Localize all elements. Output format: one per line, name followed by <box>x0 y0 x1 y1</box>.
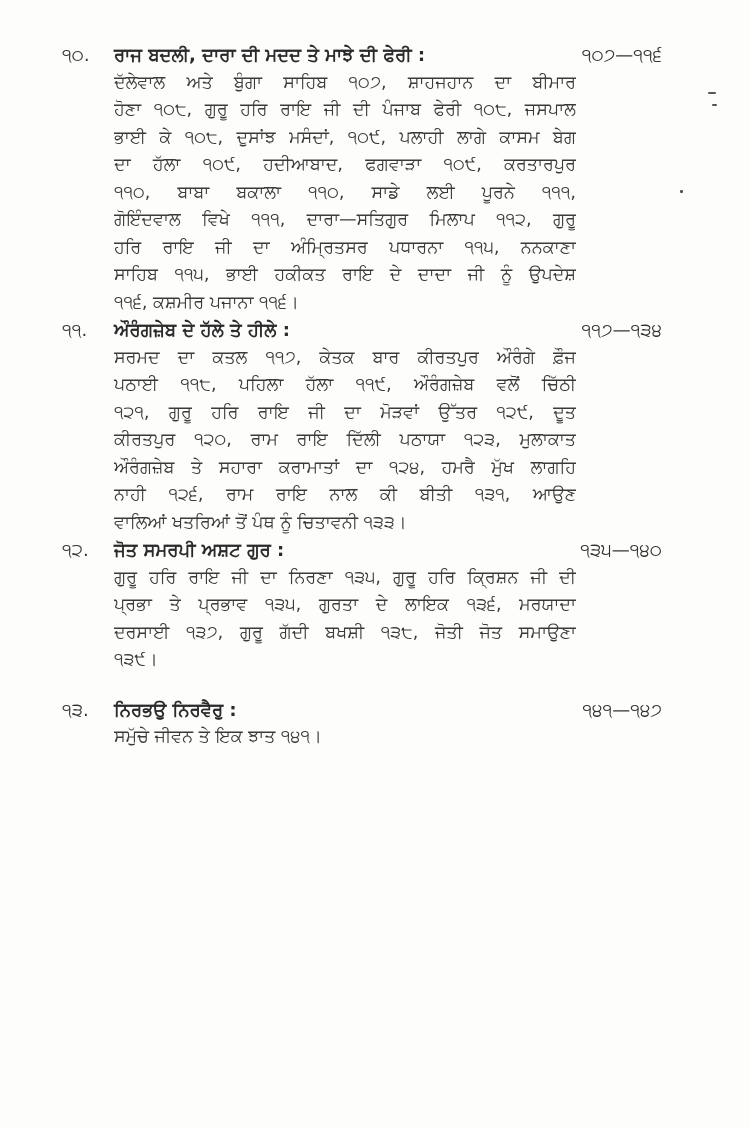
summary-line: ਗੋਇੰਦਵਾਲ ਵਿਖੇ ੧੧੧, ਦਾਰਾ—ਸਤਿਗੁਰ ਮਿਲਾਪ ੧੧੨, ਗੁਰੂ <box>114 210 576 230</box>
toc-section <box>62 537 662 675</box>
section-title: ਜੋਤ ਸਮਰਪੀ ਅਸ਼ਟ ਗੁਰ : <box>114 540 285 561</box>
page-range: ੧੧੭—੧੩੪ <box>581 320 662 341</box>
section-number: ੧੨. <box>62 540 89 561</box>
summary-line: ਕੀਰਤਪੁਰ ੧੨੦, ਰਾਮ ਰਾਇ ਦਿੱਲੀ ਪਠਾਯਾ ੧੨੩, ਮੁਲਾਕਾਤ <box>114 430 576 450</box>
summary-line: ਹੋਣਾ ੧੦੮, ਗੁਰੂ ਹਰਿ ਰਾਇ ਜੀ ਦੀ ਪੰਜਾਬ ਫੇਰੀ ੧੦੮, ਜਸਪਾਲ <box>114 100 576 120</box>
summary-line: ੧੧੦, ਬਾਬਾ ਬਕਾਲਾ ੧੧੦, ਸਾਡੇ ਲਈ ਪੂਰਨੇ ੧੧੧, <box>114 182 576 203</box>
summary-line: ਗੁਰੂ ਹਰਿ ਰਾਇ ਜੀ ਦਾ ਨਿਰਣਾ ੧੩੫, ਗੁਰੂ ਹਰਿ ਕ੍ਰਿਸ਼ਨ ਜੀ ਦੀ <box>114 567 576 588</box>
section-heading <box>62 42 662 70</box>
toc-section <box>62 697 662 752</box>
summary-line: ਨਾਹੀ ੧੨੬, ਰਾਮ ਰਾਇ ਨਾਲ ਕੀ ਬੀਤੀ ੧੩੧, ਆਉਣ <box>114 485 576 505</box>
summary-line: ੧੩੯। <box>114 650 158 670</box>
summary-line: ਪ੍ਰਭਾ ਤੇ ਪ੍ਰਭਾਵ ੧੩੫, ਗੁਰਤਾ ਦੇ ਲਾਇਕ ੧੩੬, ਮਰਯਾਦਾ <box>114 595 576 615</box>
section-number: ੧੩. <box>62 699 89 721</box>
summary-line: ੧੨੧, ਗੁਰੂ ਹਰਿ ਰਾਇ ਜੀ ਦਾ ਮੋੜਵਾਂ ਉੱਤਰ ੧੨੯, ਦੂਤ <box>114 402 576 423</box>
scan-speck <box>680 190 683 193</box>
scan-speck <box>712 104 717 106</box>
summary-line: ਭਾਈ ਕੇ ੧੦੮, ਦੁਸਾਂਝ ਮਸੰਦਾਂ, ੧੦੯, ਪਲਾਹੀ ਲਾਗੇ ਕਾਸਮ ਬੇਗ <box>114 127 576 148</box>
section-number: ੧੧. <box>62 320 88 341</box>
summary-line: ਸਮੁੱਚੇ ਜੀਵਨ ਤੇ ਇਕ ਝਾਤ ੧੪੧। <box>114 727 322 747</box>
section-heading <box>62 697 662 725</box>
page-range: ੧੩੫—੧੪੦ <box>580 540 662 561</box>
summary-line: ਸਰਮਦ ਦਾ ਕਤਲ ੧੧੭, ਕੇਤਕ ਬਾਰ ਕੀਰਤਪੁਰ ਔਰੰਗੇ ਫ਼ੌਜ <box>114 347 576 368</box>
summary-line: ਵਾਲਿਆਂ ਖਤਰਿਆਂ ਤੋਂ ਪੰਥ ਨੂੰ ਚਿਤਾਵਨੀ ੧੩੩। <box>114 512 407 533</box>
toc-section <box>62 317 662 537</box>
section-heading <box>62 537 662 565</box>
scan-speck <box>708 92 716 94</box>
summary-line: ਔਰੰਗਜ਼ੇਬ ਤੇ ਸਹਾਰਾ ਕਰਾਮਾਤਾਂ ਦਾ ੧੨੪, ਹਮਰੈ ਮੁੱਖ ਲਾਗਹਿ <box>114 457 576 478</box>
summary-line: ੧੧੬, ਕਸ਼ਮੀਰ ਪਜਾਨਾ ੧੧੬। <box>114 292 299 313</box>
section-number: ੧੦. <box>62 45 90 66</box>
summary-line: ਦਾ ਹੱਲਾ ੧੦੯, ਹਦੀਆਬਾਦ, ਫਗਵਾੜਾ ੧੦੯, ਕਰਤਾਰਪੁਰ <box>114 155 576 175</box>
section-title: ਨਿਰਭਉ ਨਿਰਵੈਰੁ : <box>114 699 237 721</box>
section-summary <box>114 724 576 752</box>
section-title: ਔਰੰਗਜ਼ੇਬ ਦੇ ਹੱਲੇ ਤੇ ਹੀਲੇ : <box>114 320 290 341</box>
summary-line: ਸਾਹਿਬ ੧੧੫, ਭਾਈ ਹਕੀਕਤ ਰਾਇ ਦੇ ਦਾਦਾ ਜੀ ਨੂੰ ਉਪਦੇਸ਼ <box>114 265 576 285</box>
section-summary <box>114 565 576 675</box>
summary-line: ਦੱਲੇਵਾਲ ਅਤੇ ਬੁੰਗਾ ਸਾਹਿਬ ੧੦੭, ਸ਼ਾਹਜਹਾਨ ਦਾ ਬੀਮਾਰ <box>114 72 576 93</box>
page-range: ੧੦੭—੧੧੬ <box>581 45 662 66</box>
section-title: ਰਾਜ ਬਦਲੀ, ਦਾਰਾ ਦੀ ਮਦਦ ਤੇ ਮਾਝੇ ਦੀ ਫੇਰੀ : <box>114 45 426 66</box>
section-heading <box>62 317 662 345</box>
toc-section <box>62 42 662 317</box>
table-of-contents <box>62 42 662 752</box>
page-range: ੧੪੧—੧੪੭ <box>582 699 662 721</box>
summary-line: ਪਠਾਈ ੧੧੮, ਪਹਿਲਾ ਹੱਲਾ ੧੧੯, ਔਰੰਗਜ਼ੇਬ ਵਲੋਂ ਚਿੱਠੀ <box>114 375 576 395</box>
summary-line: ਦਰਸਾਈ ੧੩੭, ਗੁਰੂ ਗੱਦੀ ਬਖਸ਼ੀ ੧੩੮, ਜੋਤੀ ਜੋਤ ਸਮਾਉਣਾ <box>114 622 576 643</box>
section-summary <box>114 70 576 318</box>
section-summary <box>114 345 576 538</box>
summary-line: ਹਰਿ ਰਾਇ ਜੀ ਦਾ ਅੰਮ੍ਰਿਤਸਰ ਪਧਾਰਨਾ ੧੧੫, ਨਨਕਾਣਾ <box>114 237 576 258</box>
